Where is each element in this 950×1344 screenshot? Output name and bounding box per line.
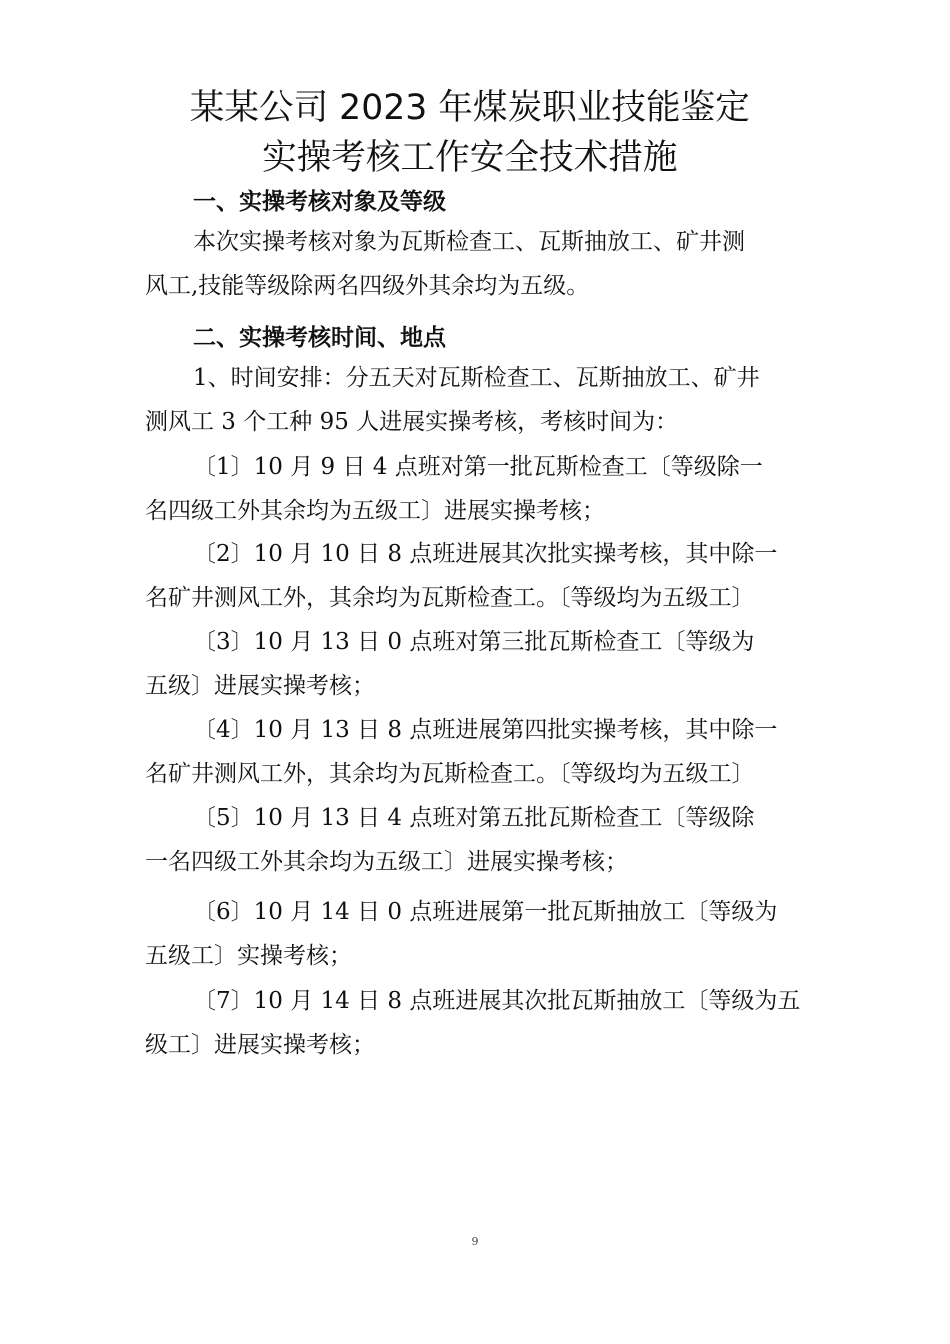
schedule-item-6-line-1: 〔6〕10 月 14 日 0 点班进展第一批瓦斯抽放工〔等级为: [193, 899, 778, 925]
section-heading-1: 一、实操考核对象及等级: [193, 189, 446, 215]
schedule-item-1-line-2: 名四级工外其余均为五级工〕进展实操考核；: [145, 498, 605, 524]
schedule-item-2-line-2: 名矿井测风工外，其余均为瓦斯检查工。〔等级均为五级工〕: [145, 585, 755, 611]
schedule-item-5-line-1: 〔5〕10 月 13 日 4 点班对第五批瓦斯检查工〔等级除: [193, 805, 755, 831]
schedule-item-3-line-2: 五级〕进展实操考核；: [145, 673, 375, 699]
page-number: 9: [471, 1235, 479, 1248]
schedule-item-4-line-2: 名矿井测风工外，其余均为瓦斯检查工。〔等级均为五级工〕: [145, 761, 755, 787]
section-heading-2: 二、实操考核时间、地点: [193, 325, 446, 351]
paragraph-line: 测风工 3 个工种 95 人进展实操考核，考核时间为：: [145, 409, 679, 435]
schedule-item-1-line-1: 〔1〕10 月 9 日 4 点班对第一批瓦斯检查工〔等级除一: [193, 454, 763, 480]
paragraph-line: 风工,技能等级除两名四级外其余均为五级。: [145, 273, 590, 299]
schedule-item-6-line-2: 五级工〕实操考核；: [145, 943, 352, 969]
schedule-item-2-line-1: 〔2〕10 月 10 日 8 点班进展其次批实操考核，其中除一: [193, 541, 778, 567]
schedule-item-7-line-1: 〔7〕10 月 14 日 8 点班进展其次批瓦斯抽放工〔等级为五: [193, 988, 801, 1014]
schedule-item-3-line-1: 〔3〕10 月 13 日 0 点班对第三批瓦斯检查工〔等级为: [193, 629, 755, 655]
schedule-item-7-line-2: 级工〕进展实操考核；: [145, 1032, 375, 1058]
document-title-line-2: 实操考核工作安全技术措施: [262, 138, 678, 178]
paragraph-line: 本次实操考核对象为瓦斯检查工、瓦斯抽放工、矿井测: [193, 229, 745, 255]
paragraph-line: 1、时间安排：分五天对瓦斯检查工、瓦斯抽放工、矿井: [193, 365, 760, 391]
document-title-line-1: 某某公司 2023 年煤炭职业技能鉴定: [189, 88, 750, 128]
schedule-item-5-line-2: 一名四级工外其余均为五级工〕进展实操考核；: [145, 849, 628, 875]
schedule-item-4-line-1: 〔4〕10 月 13 日 8 点班进展第四批实操考核，其中除一: [193, 717, 778, 743]
